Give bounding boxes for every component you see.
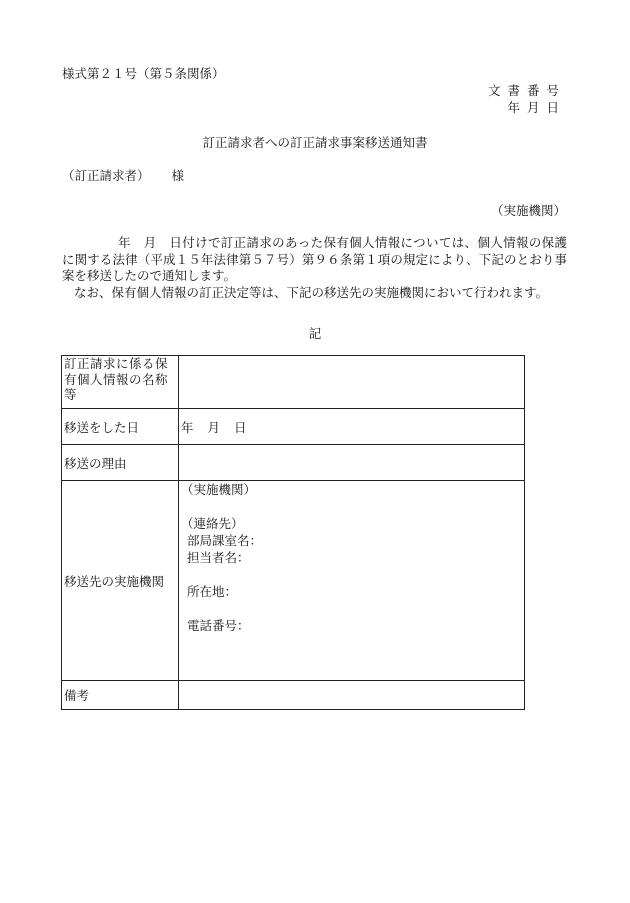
transfer-reason-value [179,445,525,481]
remarks-label: 備考 [62,681,179,710]
table-row [62,409,525,445]
body-text [62,235,567,301]
destination-contact: （連絡先） [181,516,244,531]
addressee-name: （訂正請求者） [62,168,150,183]
addressee-honorific: 様 [171,168,185,183]
table-row [62,356,525,409]
transfer-reason-label: 移送の理由 [62,445,179,481]
info-name-label: 訂正請求に係る保有個人情報の名称等 [62,356,179,409]
ki-heading: 記 [308,326,322,341]
day-label: 日 [234,419,247,435]
body-paragraph-1: 年 月 日付けで訂正請求のあった保有個人情報については、個人情報の保護に関する法律（平成１５年法律第５７号）第９６条第１項の規定により、下記のとおり事案を移送したので通知します。 [62,235,567,283]
addressee [62,166,184,184]
destination-address: 所在地： [187,584,238,599]
transfer-date-value [179,409,525,445]
table-row [62,481,525,681]
document-title: 訂正請求者への訂正請求事案移送通知書 [202,135,428,150]
destination-value [179,481,525,681]
body-paragraph-2: なお、保有個人情報の訂正決定等は、下記の移送先の実施機関において行われます。 [74,284,549,300]
destination-person: 担当者名： [187,550,250,565]
year-label: 年 [181,419,194,435]
issuing-organization: （実施機関） [490,203,566,218]
table-row [62,445,525,481]
remarks-value [179,681,525,710]
destination-label: 移送先の実施機関 [62,481,179,681]
destination-phone: 電話番号： [187,618,250,633]
table-row [62,681,525,710]
info-name-value [179,356,525,409]
document-date-label: 年月日 [507,100,566,115]
form-number: 様式第２１号（第５条関係） [62,66,225,81]
destination-org: （実施機関） [181,482,257,497]
transfer-details-table [61,355,525,710]
destination-dept: 部局課室名： [187,533,263,548]
month-label: 月 [207,419,221,435]
transfer-date-label: 移送をした日 [62,409,179,445]
document-number-label: 文書番号 [487,83,566,98]
